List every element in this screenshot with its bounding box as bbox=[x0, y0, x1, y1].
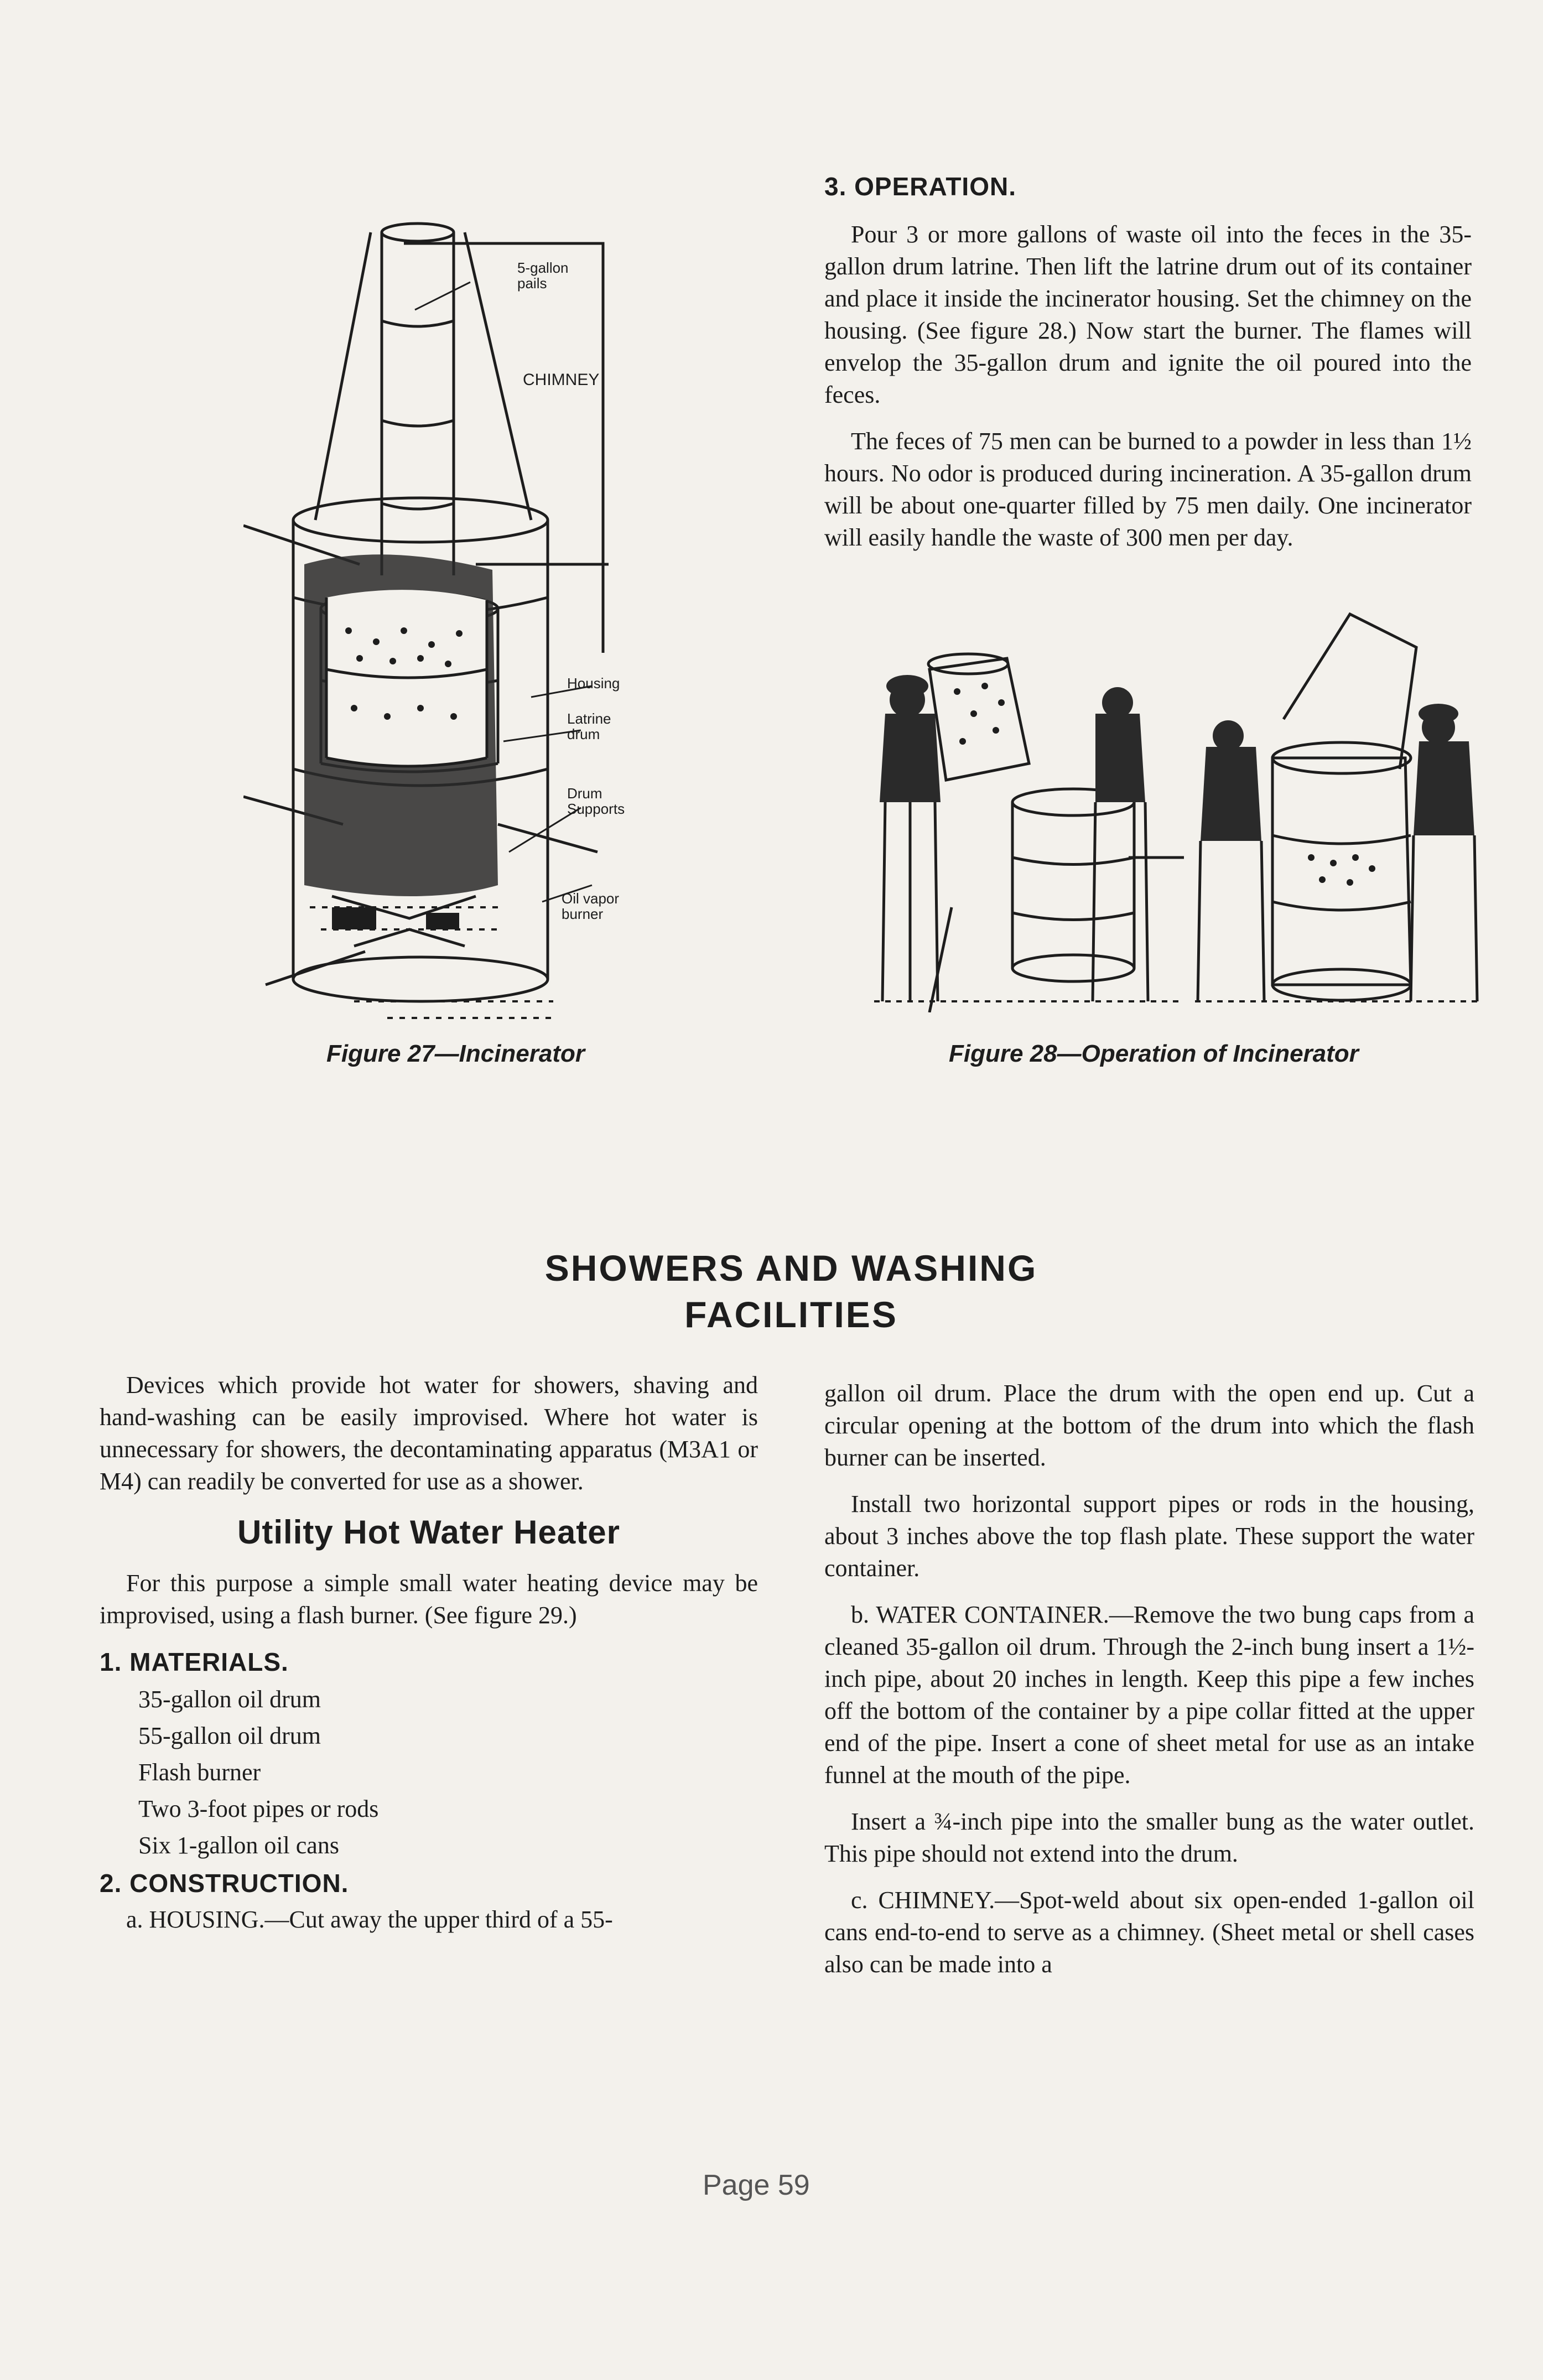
right-paragraph-3: b. WATER CONTAINER.—Remove the two bung caps from a cleaned 35-gallon oil drum. Through the 2-inch bung insert a 1½-inch pipe, about 20 inches in length. Keep this pipe a few inches off the bottom of the container by a pipe collar fitted at the upper end of the pipe. Insert a cone of sheet metal for use as an intake funnel at the mouth of the pipe. bbox=[824, 1601, 1474, 1789]
construction-heading: 2. CONSTRUCTION. bbox=[100, 1869, 349, 1898]
showers-title-line-2: FACILITIES bbox=[684, 1294, 898, 1335]
figure-27-caption: Figure 27—Incinerator bbox=[326, 1040, 585, 1067]
showers-title-line-1: SHOWERS AND WASHING bbox=[544, 1248, 1038, 1288]
label-drum-supports: Drum Supports bbox=[567, 785, 625, 817]
right-paragraph-1: gallon oil drum. Place the drum with the open end up. Cut a circular opening at the bottom of the drum into which the flash burner can be inserted. bbox=[824, 1380, 1474, 1471]
label-oil-vapor-burner: Oil vapor burner bbox=[562, 890, 620, 922]
label-housing: Housing bbox=[567, 675, 620, 692]
material-item: Six 1-gallon oil cans bbox=[138, 1832, 339, 1859]
operation-paragraph-2: The feces of 75 men can be burned to a powder in less than 1½ hours. No odor is produced during incineration. A 35-gallon drum will be about one-quarter filled by 75 men daily. One incinerator will easily handle the waste of 300 men per day. bbox=[824, 428, 1472, 551]
figure-27-incinerator bbox=[243, 210, 642, 1029]
right-paragraph-5: c. CHIMNEY.—Spot-weld about six open-ended 1-gallon oil cans end-to-end to serve as a chimney. (Sheet metal or shell cases also can be made into a bbox=[824, 1887, 1474, 1978]
housing-text: a. HOUSING.—Cut away the upper third of a 55- bbox=[126, 1906, 613, 1933]
right-column bbox=[824, 1378, 1474, 1995]
heater-intro: For this purpose a simple small water heating device may be improvised, using a flash burner. (See figure 29.) bbox=[100, 1570, 758, 1629]
right-paragraph-4: Insert a ¾-inch pipe into the smaller bung as the water outlet. This pipe should not extend into the drum. bbox=[824, 1808, 1474, 1867]
material-item: 35-gallon oil drum bbox=[138, 1686, 321, 1713]
label-chimney: CHIMNEY bbox=[523, 371, 600, 389]
page-number: Page 59 bbox=[703, 2169, 810, 2201]
operation-paragraph-1: Pour 3 or more gallons of waste oil into the feces in the 35-gallon drum latrine. Then lift the latrine drum out of its container and place it inside the incinerator housing. Set the chimney on the housing. (See figure 28.) Now start the burner. The flames will envelop the 35-gallon drum and ignite the oil poured into the feces. bbox=[824, 221, 1472, 408]
material-item: Flash burner bbox=[138, 1759, 261, 1786]
operation-heading: 3. OPERATION. bbox=[824, 172, 1016, 201]
utility-heater-subhead: Utility Hot Water Heater bbox=[237, 1514, 620, 1551]
showers-intro: Devices which provide hot water for showers, shaving and hand-washing can be easily improvised. Where hot water is unnecessary for showers, the decontaminating apparatus (M3A1 or M4) can readily be converted for use as a shower. bbox=[100, 1371, 758, 1495]
figure-28-operation bbox=[874, 603, 1483, 1012]
label-5-gallon-pails: 5-gallon pails bbox=[517, 259, 569, 292]
right-paragraph-2: Install two horizontal support pipes or rods in the housing, about 3 inches above the top flash plate. These support the water container. bbox=[824, 1490, 1474, 1582]
label-latrine-drum: Latrine drum bbox=[567, 710, 611, 742]
materials-list bbox=[100, 1683, 758, 1862]
showers-title bbox=[432, 1245, 1151, 1338]
material-item: Two 3-foot pipes or rods bbox=[138, 1795, 379, 1822]
figure-28-caption: Figure 28—Operation of Incinerator bbox=[949, 1040, 1359, 1067]
materials-heading: 1. MATERIALS. bbox=[100, 1648, 289, 1676]
left-column bbox=[100, 1369, 758, 1950]
material-item: 55-gallon oil drum bbox=[138, 1722, 321, 1749]
operation-drawing bbox=[874, 603, 1483, 1012]
operation-text bbox=[824, 219, 1472, 568]
